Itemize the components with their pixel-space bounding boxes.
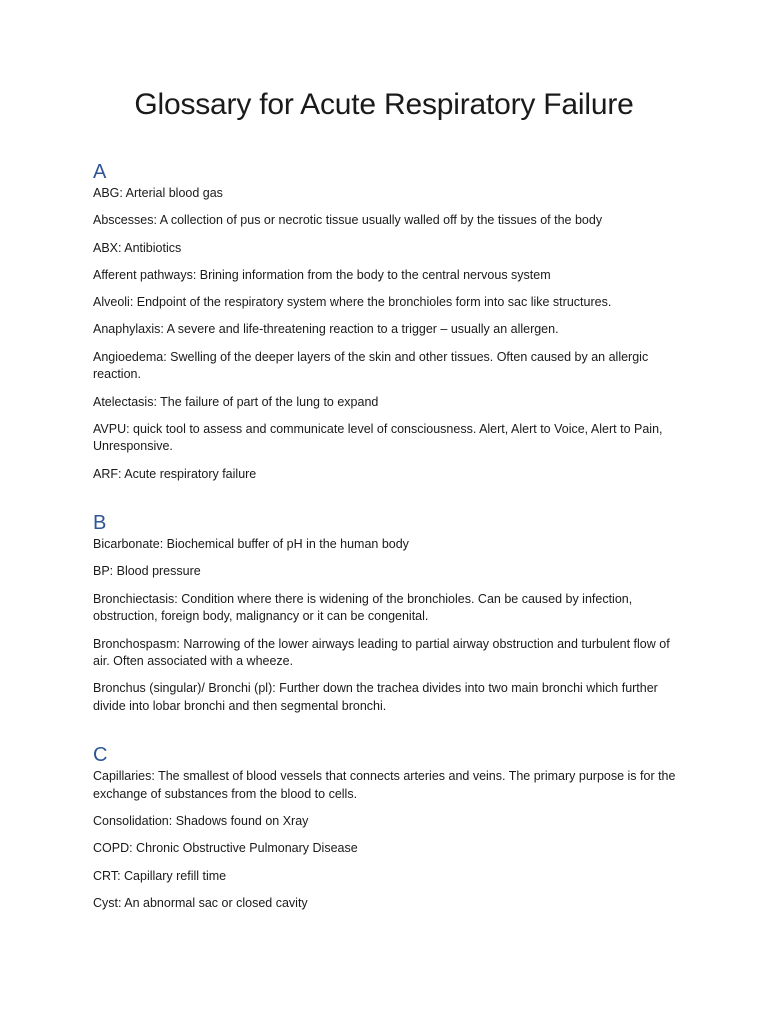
section-b — [93, 511, 683, 715]
glossary-entry: Abscesses: A collection of pus or necrotic tissue usually walled off by the tissues of the body — [93, 213, 603, 228]
section-c — [93, 743, 683, 912]
glossary-content — [93, 160, 683, 922]
glossary-entry: Atelectasis: The failure of part of the lung to expand — [93, 394, 379, 409]
glossary-entry: Afferent pathways: Brining information from the body to the central nervous system — [93, 267, 551, 282]
glossary-entry: ABX: Antibiotics — [93, 240, 182, 255]
glossary-entry: Anaphylaxis: A severe and life-threatening reaction to a trigger – usually an allergen. — [93, 322, 559, 337]
glossary-entry: Angioedema: Swelling of the deeper layers of the skin and other tissues. Often caused by an allergic reaction. — [93, 349, 649, 382]
glossary-entry: COPD: Chronic Obstructive Pulmonary Disease — [93, 841, 358, 856]
glossary-entry: ARF: Acute respiratory failure — [93, 466, 257, 481]
glossary-entry: Bronchiectasis: Condition where there is widening of the bronchioles. Can be caused by infection, obstruction, foreign body, malignancy or it can be congenital. — [93, 591, 633, 624]
glossary-entry: BP: Blood pressure — [93, 564, 201, 579]
glossary-entry: Bronchus (singular)/ Bronchi (pl): Further down the trachea divides into two main bronchi which further divide into lobar bronchi and then segmental bronchi. — [93, 681, 658, 713]
glossary-entry: AVPU: quick tool to assess and communicate level of consciousness. Alert, Alert to Voice, Alert to Pain, Unresponsive. — [93, 421, 663, 454]
section-a — [93, 160, 683, 483]
glossary-entry: Alveoli: Endpoint of the respiratory system where the bronchioles form into sac like structures. — [93, 295, 612, 310]
glossary-entry: Cyst: An abnormal sac or closed cavity — [93, 896, 308, 911]
section-letter-b: B — [93, 512, 107, 535]
page-title: Glossary for Acute Respiratory Failure — [134, 88, 634, 121]
glossary-entry: Bicarbonate: Biochemical buffer of pH in the human body — [93, 537, 409, 552]
glossary-entry: Capillaries: The smallest of blood vessels that connects arteries and veins. The primary purpose is for the exchange of substances from the blood to cells. — [93, 769, 676, 801]
section-letter-c: C — [93, 744, 108, 767]
glossary-entry: Bronchospasm: Narrowing of the lower airways leading to partial airway obstruction and turbulent flow of air. Often associated with a wheeze. — [93, 636, 670, 669]
glossary-entry: ABG: Arterial blood gas — [93, 186, 223, 200]
glossary-entry: Consolidation: Shadows found on Xray — [93, 814, 309, 829]
section-letter-a: A — [93, 161, 107, 183]
glossary-entry: CRT: Capillary refill time — [93, 868, 227, 883]
